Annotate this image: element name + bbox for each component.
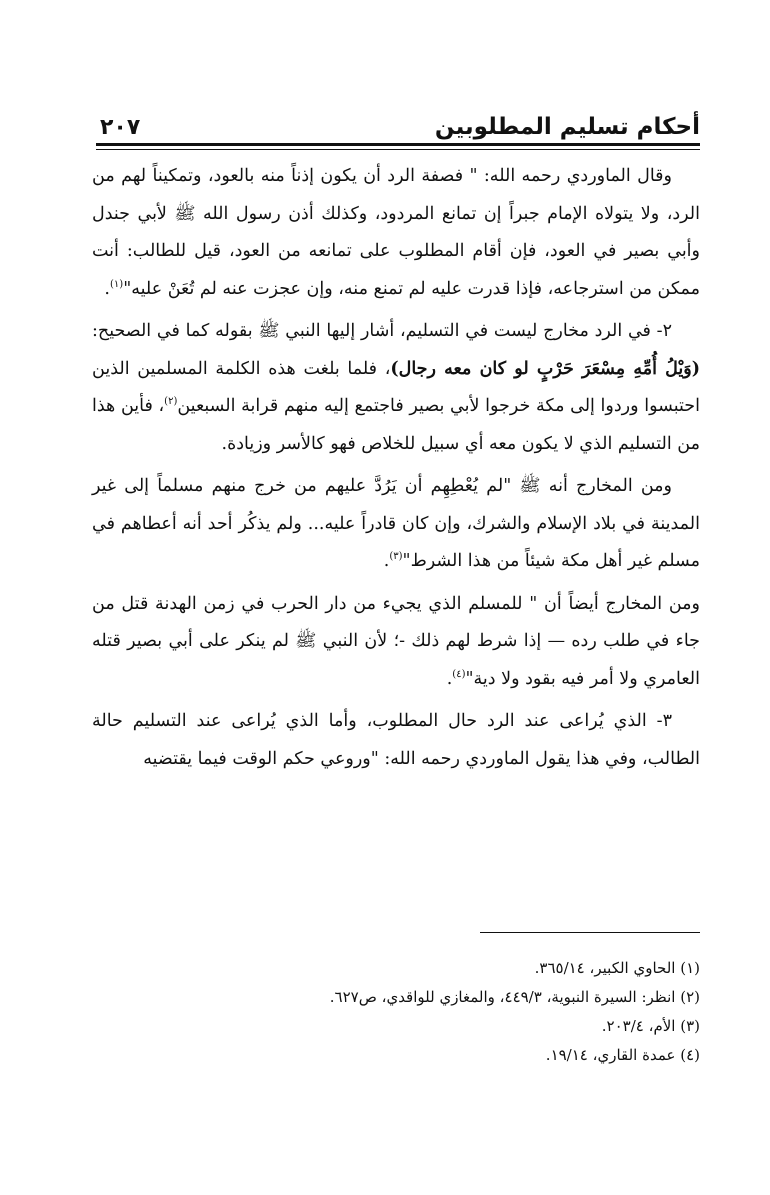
- footnote-ref-2[interactable]: (٢): [164, 396, 178, 408]
- footnote-separator: [480, 932, 700, 933]
- paragraph-2-text-b: ، فلما بلغت هذه الكلمة المسلمين الذين احتبسوا وردوا إلى مكة خرجوا لأبي بصير فاجتمع إليه منهم قرابة السبعين: [92, 358, 700, 416]
- paragraph-2-text-c: ، فأين هذا من التسليم الذي لا يكون معه أي سبيل للخلاص فهو كالأسر وزيادة.: [92, 396, 700, 454]
- paragraph-5: [92, 703, 700, 778]
- footnote-1: (١) الحاوي الكبير، ٣٦٥/١٤.: [534, 959, 700, 977]
- paragraph-2-text-a: ٢- في الرد مخارج ليست في التسليم، أشار إليها النبي ﷺ بقوله كما في الصحيح:: [92, 321, 672, 341]
- page-number: ٢٠٧: [100, 115, 141, 140]
- footnote-4: (٤) عمدة القاري، ١٩/١٤.: [545, 1046, 700, 1064]
- footnote-2: (٢) انظر: السيرة النبوية، ٤٤٩/٣، والمغازي للواقدي، ص٦٢٧.: [329, 988, 700, 1006]
- quoted-hadith: (وَيْلُ أُمِّهِ مِسْعَرَ حَرْبٍ لو كان معه رجال): [390, 358, 700, 379]
- paragraph-4-text: ومن المخارج أيضاً أن " للمسلم الذي يجيء من دار الحرب في زمن الهدنة قتل من جاء في طلب رده — إذا شرط لهم ذلك -؛ لأن النبي ﷺ لم ينكر على أبي بصير قتله العامري ولا أمر فيه بقود ولا دية": [92, 593, 700, 689]
- paragraph-3-text: ومن المخارج أنه ﷺ "لم يُعْطِهِم أن يَرُدَّ عليهم من خرج منهم مسلماً إلى غير المدينة في بلاد الإسلام والشرك، وإن كان قادراً عليه... ولم يذكُر أحد أنه أعطاهم في مسلم غير أهل مكة شيئاً من هذا الشرط": [92, 476, 700, 571]
- footnotes: [92, 954, 700, 1070]
- footnote-ref-1[interactable]: (١): [110, 278, 124, 290]
- footnote-ref-4[interactable]: (٤): [452, 668, 466, 680]
- paragraph-1: وقال الماوردي رحمه الله: " فصفة الرد أن يكون إذناً منه بالعود، وتمكيناً لهم من الرد، ولا يتولاه الإمام جبراً إن تمانع المردود، وكذلك أذن رسول الله ﷺ لأبي جندل وأبي بصير في العود، فإن أقام المطلوب على تمانعه من العود، قيل للطالب: أنت ممكن من استرجاعه، فإذا قدرت عليه لم تمنع منه، وإن عجزت عنه لم تُعَنْ عليه"$^{(١)}$.: [92, 166, 700, 299]
- paragraph-2: [92, 313, 700, 463]
- header-rule-thick: [96, 143, 700, 146]
- footnote-ref-3[interactable]: (٣): [389, 551, 403, 563]
- footnote-3: (٣) الأم، ٢٠٣/٤.: [601, 1017, 700, 1035]
- running-title: أحكام تسليم المطلوبين: [434, 114, 700, 140]
- page-header: [100, 100, 700, 140]
- paragraph-1-text: وقال الماوردي رحمه الله: " فصفة الرد أن يكون إذناً منه بالعود، وتمكيناً لهم من الرد، ولا يتولاه الإمام جبراً إن تمانع المردود، وكذلك أذن رسول الله ﷺ لأبي جندل وأبي بصير في العود، فإن أقام المطلوب على تمانعه من العود، قيل للطالب: أنت ممكن من استرجاعه، فإذا قدرت عليه لم تمنع منه، وإن عجزت عنه لم تُعَنْ عليه": [92, 166, 700, 299]
- body-text: [92, 158, 700, 778]
- paragraph-5-text: ٣- الذي يُراعى عند الرد حال المطلوب، وأما الذي يُراعى عند التسليم حالة الطالب، وفي هذا يقول الماوردي رحمه الله: "وروعي حكم الوقت فيما يقتضيه: [92, 711, 700, 769]
- paragraph-4: ومن المخارج أيضاً أن " للمسلم الذي يجيء من دار الحرب في زمن الهدنة قتل من جاء في طلب رده — إذا شرط لهم ذلك -؛ لأن النبي ﷺ لم ينكر على أبي بصير قتله العامري ولا أمر فيه بقود ولا دية"$^{(٤)}$.: [92, 593, 700, 689]
- paragraph-3: ومن المخارج أنه ﷺ "لم يُعْطِهِم أن يَرُدَّ عليهم من خرج منهم مسلماً إلى غير المدينة في بلاد الإسلام والشرك، وإن كان قادراً عليه... ولم يذكُر أحد أنه أعطاهم في مسلم غير أهل مكة شيئاً من هذا الشرط"$^{(٣)}$.: [92, 476, 700, 571]
- header-rule-thin: [96, 149, 700, 150]
